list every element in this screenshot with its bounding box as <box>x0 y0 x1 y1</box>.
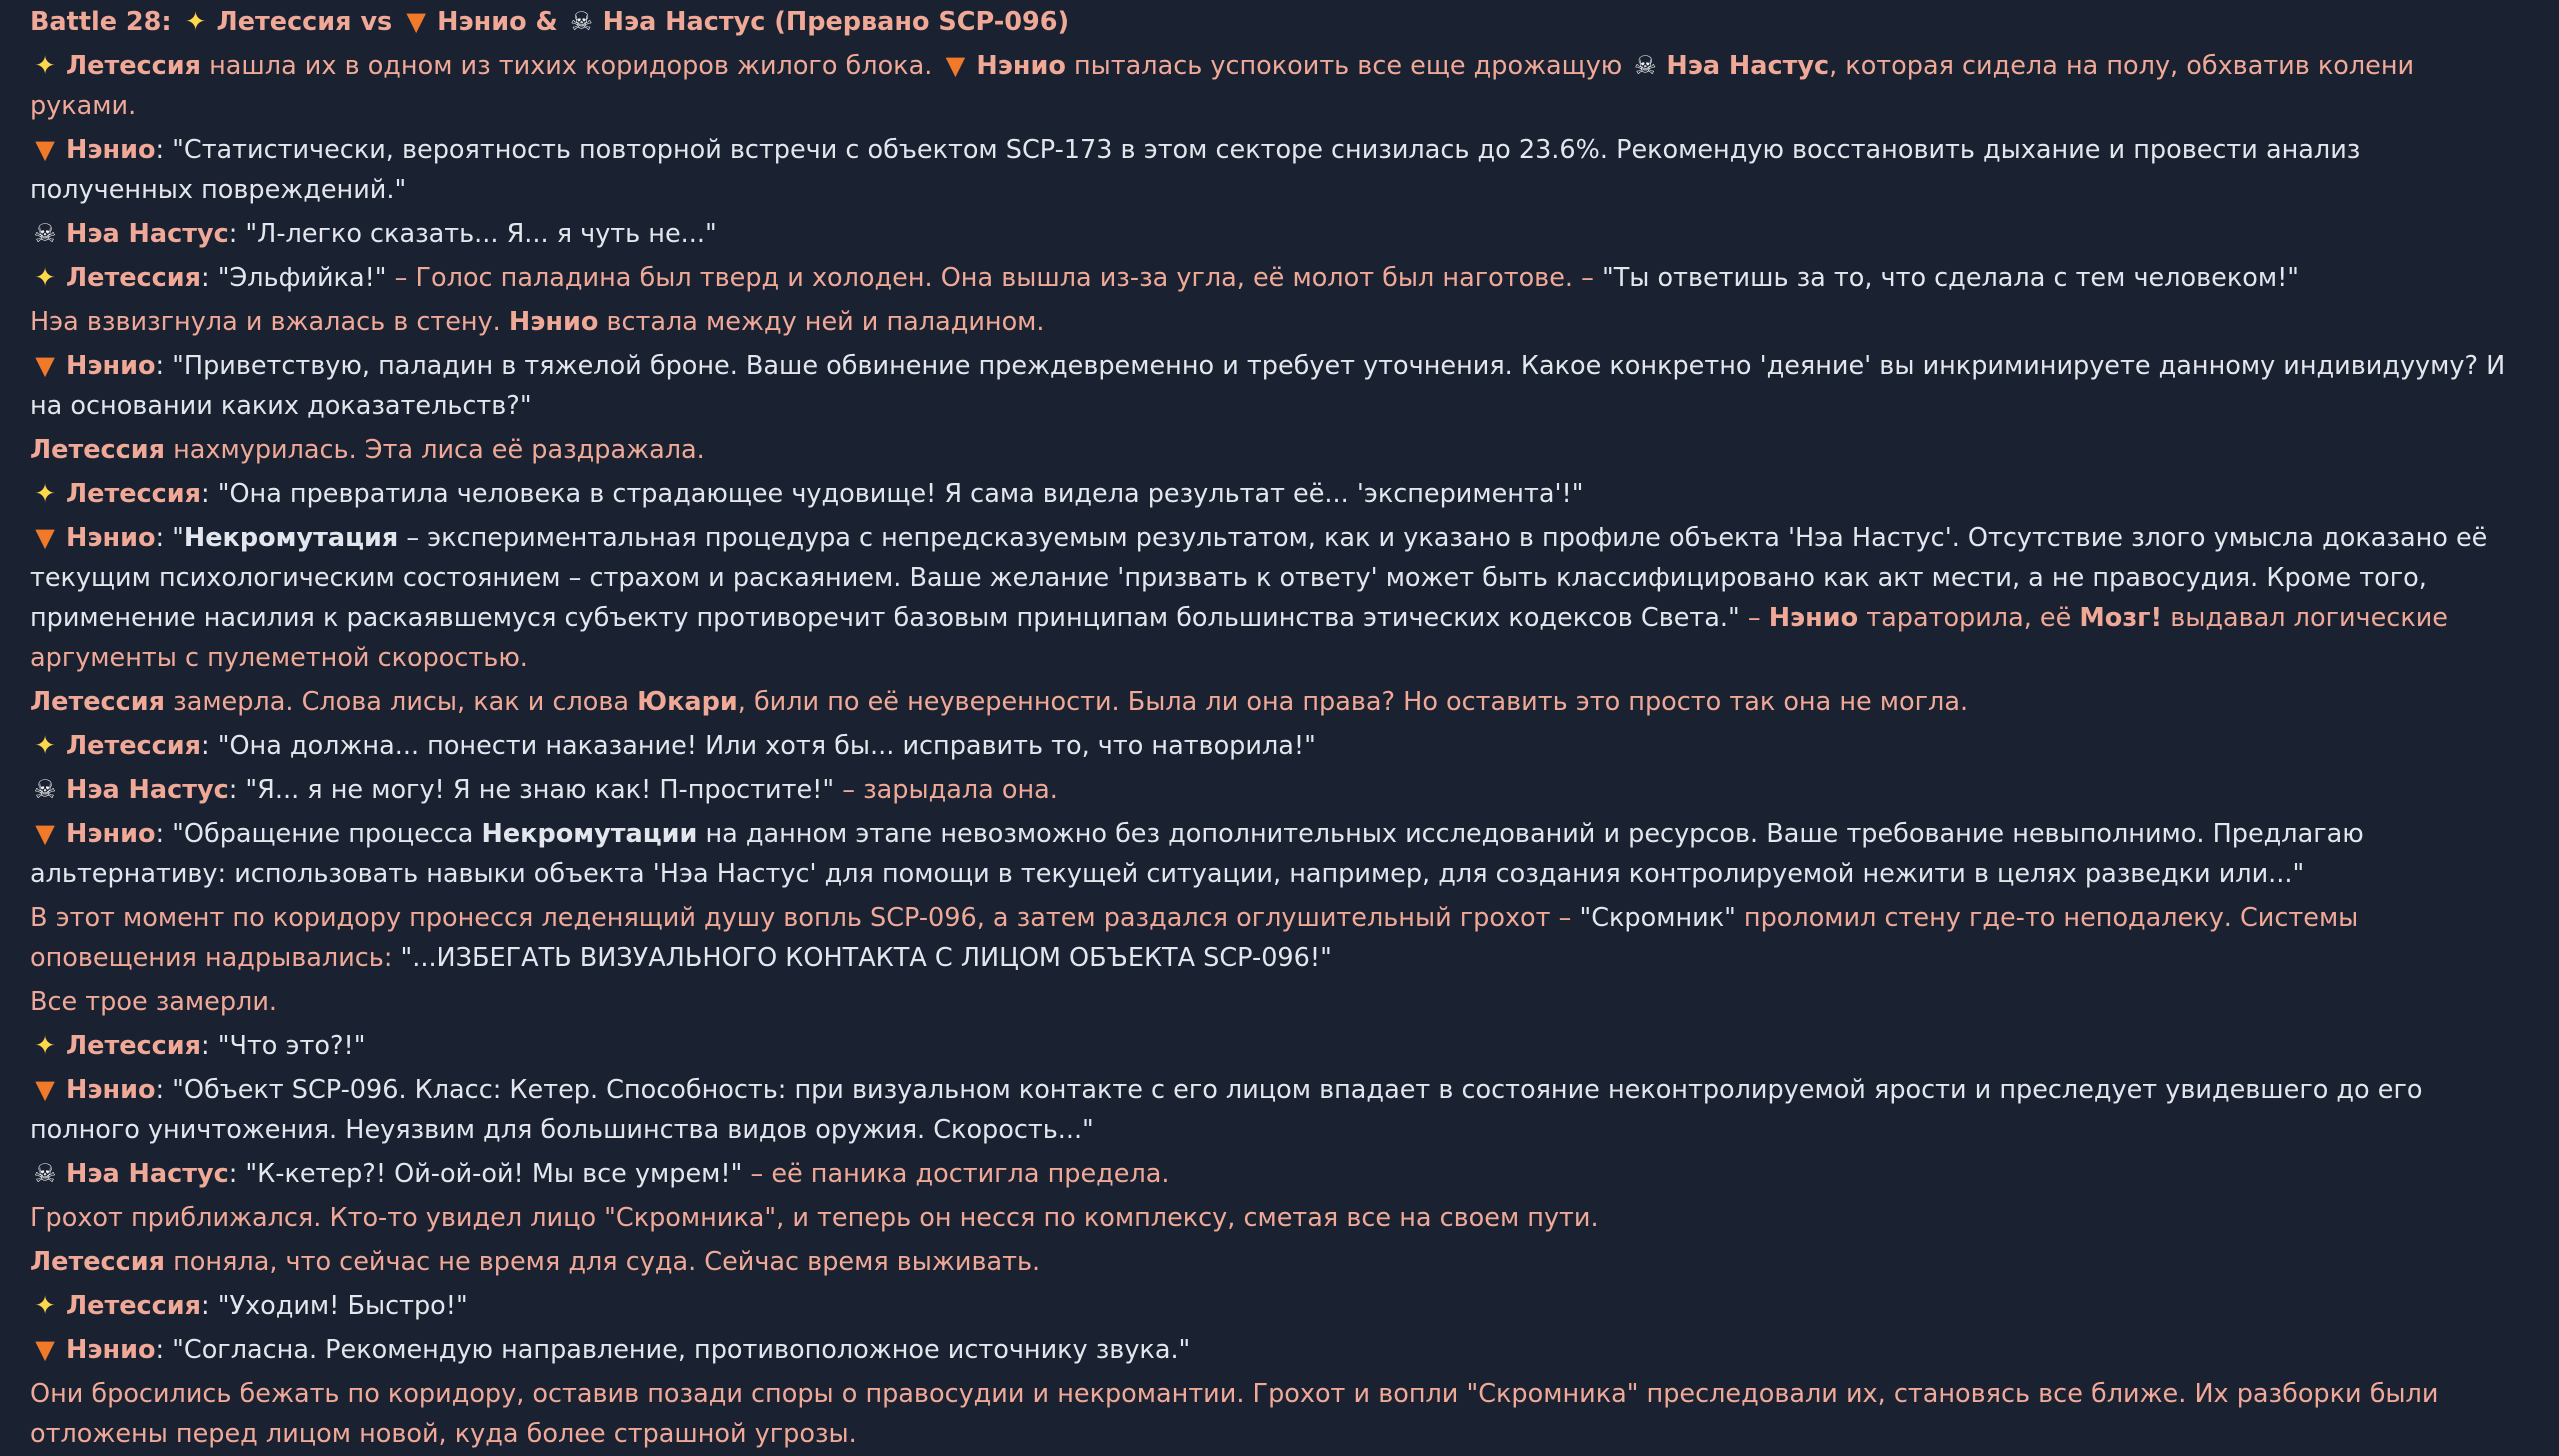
sparkle-icon: ✦ <box>34 1031 56 1061</box>
narration: – <box>1739 603 1769 633</box>
name-nenio: Нэнио <box>1768 603 1859 633</box>
fox-icon: ▼ <box>35 819 55 849</box>
name-nenio: Нэнио <box>66 523 156 553</box>
name-letessia: Летессия <box>66 479 202 509</box>
fox-icon: ▼ <box>35 135 55 165</box>
battle-suffix: (Прервано SCP-096) <box>774 7 1070 37</box>
log-line <box>30 212 2520 256</box>
name-nenio: Нэнио <box>66 1335 156 1365</box>
sparkle-icon: ✦ <box>34 263 56 293</box>
speech-text: : "Л-легко сказать... Я... я чуть не..." <box>228 219 717 249</box>
skull-icon: ☠ <box>570 7 594 37</box>
battle-fighter-c: Нэа Настус <box>602 7 766 37</box>
log-line <box>30 128 2520 212</box>
log-line <box>30 516 2520 680</box>
battle-prefix: Battle 28: <box>30 7 172 37</box>
narration: замерла. Слова лисы, как и слова <box>165 687 638 717</box>
log-line <box>30 344 2520 428</box>
fox-icon: ▼ <box>35 351 55 381</box>
narration: Все трое замерли. <box>30 987 278 1017</box>
name-nenio: Нэнио <box>508 307 599 337</box>
speech-text: : " <box>155 523 184 553</box>
fox-icon: ▼ <box>35 1075 55 1105</box>
name-yukari: Юкари <box>637 687 738 717</box>
log-line <box>30 896 2520 980</box>
quote: "Скромника" <box>604 1203 777 1233</box>
log-line <box>30 1284 2520 1328</box>
narration: нахмурилась. Эта лиса её раздражала. <box>165 435 705 465</box>
log-line <box>30 1328 2520 1372</box>
narration: проломил стену где-то неподалеку. Системы оповещения надрывались: <box>30 903 2359 973</box>
narration: тараторила, её <box>1858 603 2080 633</box>
name-nenio: Нэнио <box>66 819 156 849</box>
speech-text: : "Я... я не могу! Я не знаю как! П-простите!" <box>228 775 835 805</box>
name-nea: Нэа Настус <box>66 775 229 805</box>
log-line <box>30 768 2520 812</box>
narration: Грохот приближался. Кто-то увидел лицо <box>30 1203 605 1233</box>
log-line <box>30 472 2520 516</box>
log-line <box>30 1372 2520 1456</box>
term-necromutation: Некромутации <box>481 819 698 849</box>
log-line <box>30 1024 2520 1068</box>
speech-text: : "Обращение процесса <box>155 819 482 849</box>
battle-fighter-a: Летессия <box>216 7 352 37</box>
speech-text: : "Она превратила человека в страдающее чудовище! Я сама видела результат её... 'эксперимента'!" <box>201 479 1584 509</box>
skull-icon: ☠ <box>1633 51 1657 81</box>
name-letessia: Летессия <box>66 1291 202 1321</box>
log-line <box>30 812 2520 896</box>
quote: "Скромника" <box>1466 1379 1639 1409</box>
name-letessia: Летессия <box>66 1031 202 1061</box>
fox-icon: ▼ <box>35 523 55 553</box>
name-nea: Нэа Настус <box>66 1159 229 1189</box>
fox-icon: ▼ <box>406 7 426 37</box>
sparkle-icon: ✦ <box>184 7 207 37</box>
narration: – Голос паладина был тверд и холоден. Она вышла из-за угла, её молот был наготове. – <box>386 263 1594 293</box>
log-line <box>30 980 2520 1024</box>
narration: преследовали их, становясь все ближе. Их разборки были отложены перед лицом новой, куда более страшной угрозы. <box>30 1379 2439 1449</box>
skull-icon: ☠ <box>33 219 57 249</box>
narration: , и теперь он несся по комплексу, сметая все на своем пути. <box>776 1203 1599 1233</box>
quote: "...ИЗБЕГАТЬ ВИЗУАЛЬНОГО КОНТАКТА С ЛИЦОМ ОБЪЕКТА SCP-096!" <box>400 943 1332 973</box>
narration: – зарыдала она. <box>834 775 1058 805</box>
skull-icon: ☠ <box>33 1159 57 1189</box>
speech-text: – экспериментальная процедура с непредсказуемым результатом, как и указано в профиле объекта 'Нэа Настус'. Отсутствие злого умысла доказано её текущим психологическим состоянием – страхом и раскаянием. Ваше желание 'призвать к ответу' может быть классифицировано как акт мести, а не правосудия. Кроме того, применение насилия к раскаявшемуся субъекту противоречит базовым принципам большинства этических кодексов Света." <box>30 523 2488 633</box>
log-line <box>30 1068 2520 1152</box>
chat-log <box>30 0 2520 1456</box>
narration: Они бросились бежать по коридору, оставив позади споры о правосудии и некромантии. Грохот и вопли <box>30 1379 1467 1409</box>
log-line <box>30 428 2520 472</box>
speech-text: на данном этапе невозможно без дополнительных исследований и ресурсов. Ваше требование невыполнимо. Предлагаю альтернативу: использовать навыки объекта 'Нэа Настус' для помощи в текущей ситуации, например, для создания контролируемой нежити в целях разведки или..." <box>30 819 2364 889</box>
speech-text: : "Объект SCP-096. Класс: Кетер. Способность: при визуальном контакте с его лицом впадает в состояние неконтролируемой ярости и преследует увидевшего до его полного уничтожения. Неуязвим для большинства видов оружия. Скорость..." <box>30 1075 2423 1145</box>
battle-title <box>30 0 2520 44</box>
name-nea: Нэа Настус <box>1666 51 1830 81</box>
narration: пыталась успокоить все еще дрожащую <box>1065 51 1631 81</box>
sparkle-icon: ✦ <box>34 1291 56 1321</box>
log-line <box>30 724 2520 768</box>
narration: В этот момент по коридору пронесся леденящий душу вопль SCP-096, а затем раздался оглушительный грохот – <box>30 903 1580 933</box>
name-nenio: Нэнио <box>66 135 156 165</box>
name-nenio: Нэнио <box>66 351 156 381</box>
name-letessia: Летессия <box>30 435 166 465</box>
sparkle-icon: ✦ <box>34 479 56 509</box>
name-letessia: Летессия <box>66 263 202 293</box>
speech-text: : "Статистически, вероятность повторной встречи с объектом SCP-173 в этом секторе снизилась до 23.6%. Рекомендую восстановить дыхание и провести анализ полученных повреждений." <box>30 135 2361 205</box>
name-letessia: Летессия <box>30 687 166 717</box>
battle-fighter-b: Нэнио & <box>437 7 558 37</box>
speech-text: : "Согласна. Рекомендую направление, противоположное источнику звука." <box>155 1335 1191 1365</box>
skull-icon: ☠ <box>33 775 57 805</box>
name-nenio: Нэнио <box>66 1075 156 1105</box>
speech-text: : "Что это?!" <box>201 1031 366 1061</box>
log-line <box>30 1196 2520 1240</box>
name-letessia: Летессия <box>66 51 202 81</box>
speech-text: : "Она должна... понести наказание! Или хотя бы... исправить то, что натворила!" <box>201 731 1316 761</box>
term-necromutation: Некромутация <box>183 523 399 553</box>
narration: выдавал логические аргументы с пулеметной скоростью. <box>30 603 2448 673</box>
narration: , били по её неуверенности. Была ли она права? Но оставить это просто так она не могла. <box>737 687 1969 717</box>
speech-text: : "Приветствую, паладин в тяжелой броне. Ваше обвинение преждевременно и требует уточнения. Какое конкретно 'деяние' вы инкриминируете данному индивидууму? И на основании каких доказательств?" <box>30 351 2506 421</box>
log-line <box>30 1240 2520 1284</box>
name-brain: Мозг! <box>2079 603 2163 633</box>
narration: Нэа взвизгнула и вжалась в стену. <box>30 307 509 337</box>
speech-text: : "К-кетер?! Ой-ой-ой! Мы все умрем!" <box>228 1159 743 1189</box>
sparkle-icon: ✦ <box>34 51 56 81</box>
log-line <box>30 1152 2520 1196</box>
narration: , которая сидела на полу, обхватив колени руками. <box>30 51 2415 121</box>
log-line <box>30 256 2520 300</box>
log-line <box>30 300 2520 344</box>
speech-text: : "Уходим! Быстро!" <box>201 1291 468 1321</box>
narration: встала между ней и паладином. <box>598 307 1045 337</box>
battle-vs: vs <box>360 7 393 37</box>
fox-icon: ▼ <box>945 51 966 81</box>
name-nea: Нэа Настус <box>66 219 229 249</box>
narration: – её паника достигла предела. <box>742 1159 1170 1189</box>
sparkle-icon: ✦ <box>34 731 56 761</box>
log-line <box>30 680 2520 724</box>
narration: поняла, что сейчас не время для суда. Сейчас время выживать. <box>165 1247 1041 1277</box>
speech-text: "Ты ответишь за то, что сделала с тем человеком!" <box>1593 263 2300 293</box>
quote: "Скромник" <box>1579 903 1736 933</box>
speech-text: : "Эльфийка!" <box>201 263 387 293</box>
name-nenio: Нэнио <box>976 51 1066 81</box>
fox-icon: ▼ <box>35 1335 55 1365</box>
narration: нашла их в одном из тихих коридоров жилого блока. <box>201 51 941 81</box>
name-letessia: Летессия <box>66 731 202 761</box>
name-letessia: Летессия <box>30 1247 166 1277</box>
log-line <box>30 44 2520 128</box>
